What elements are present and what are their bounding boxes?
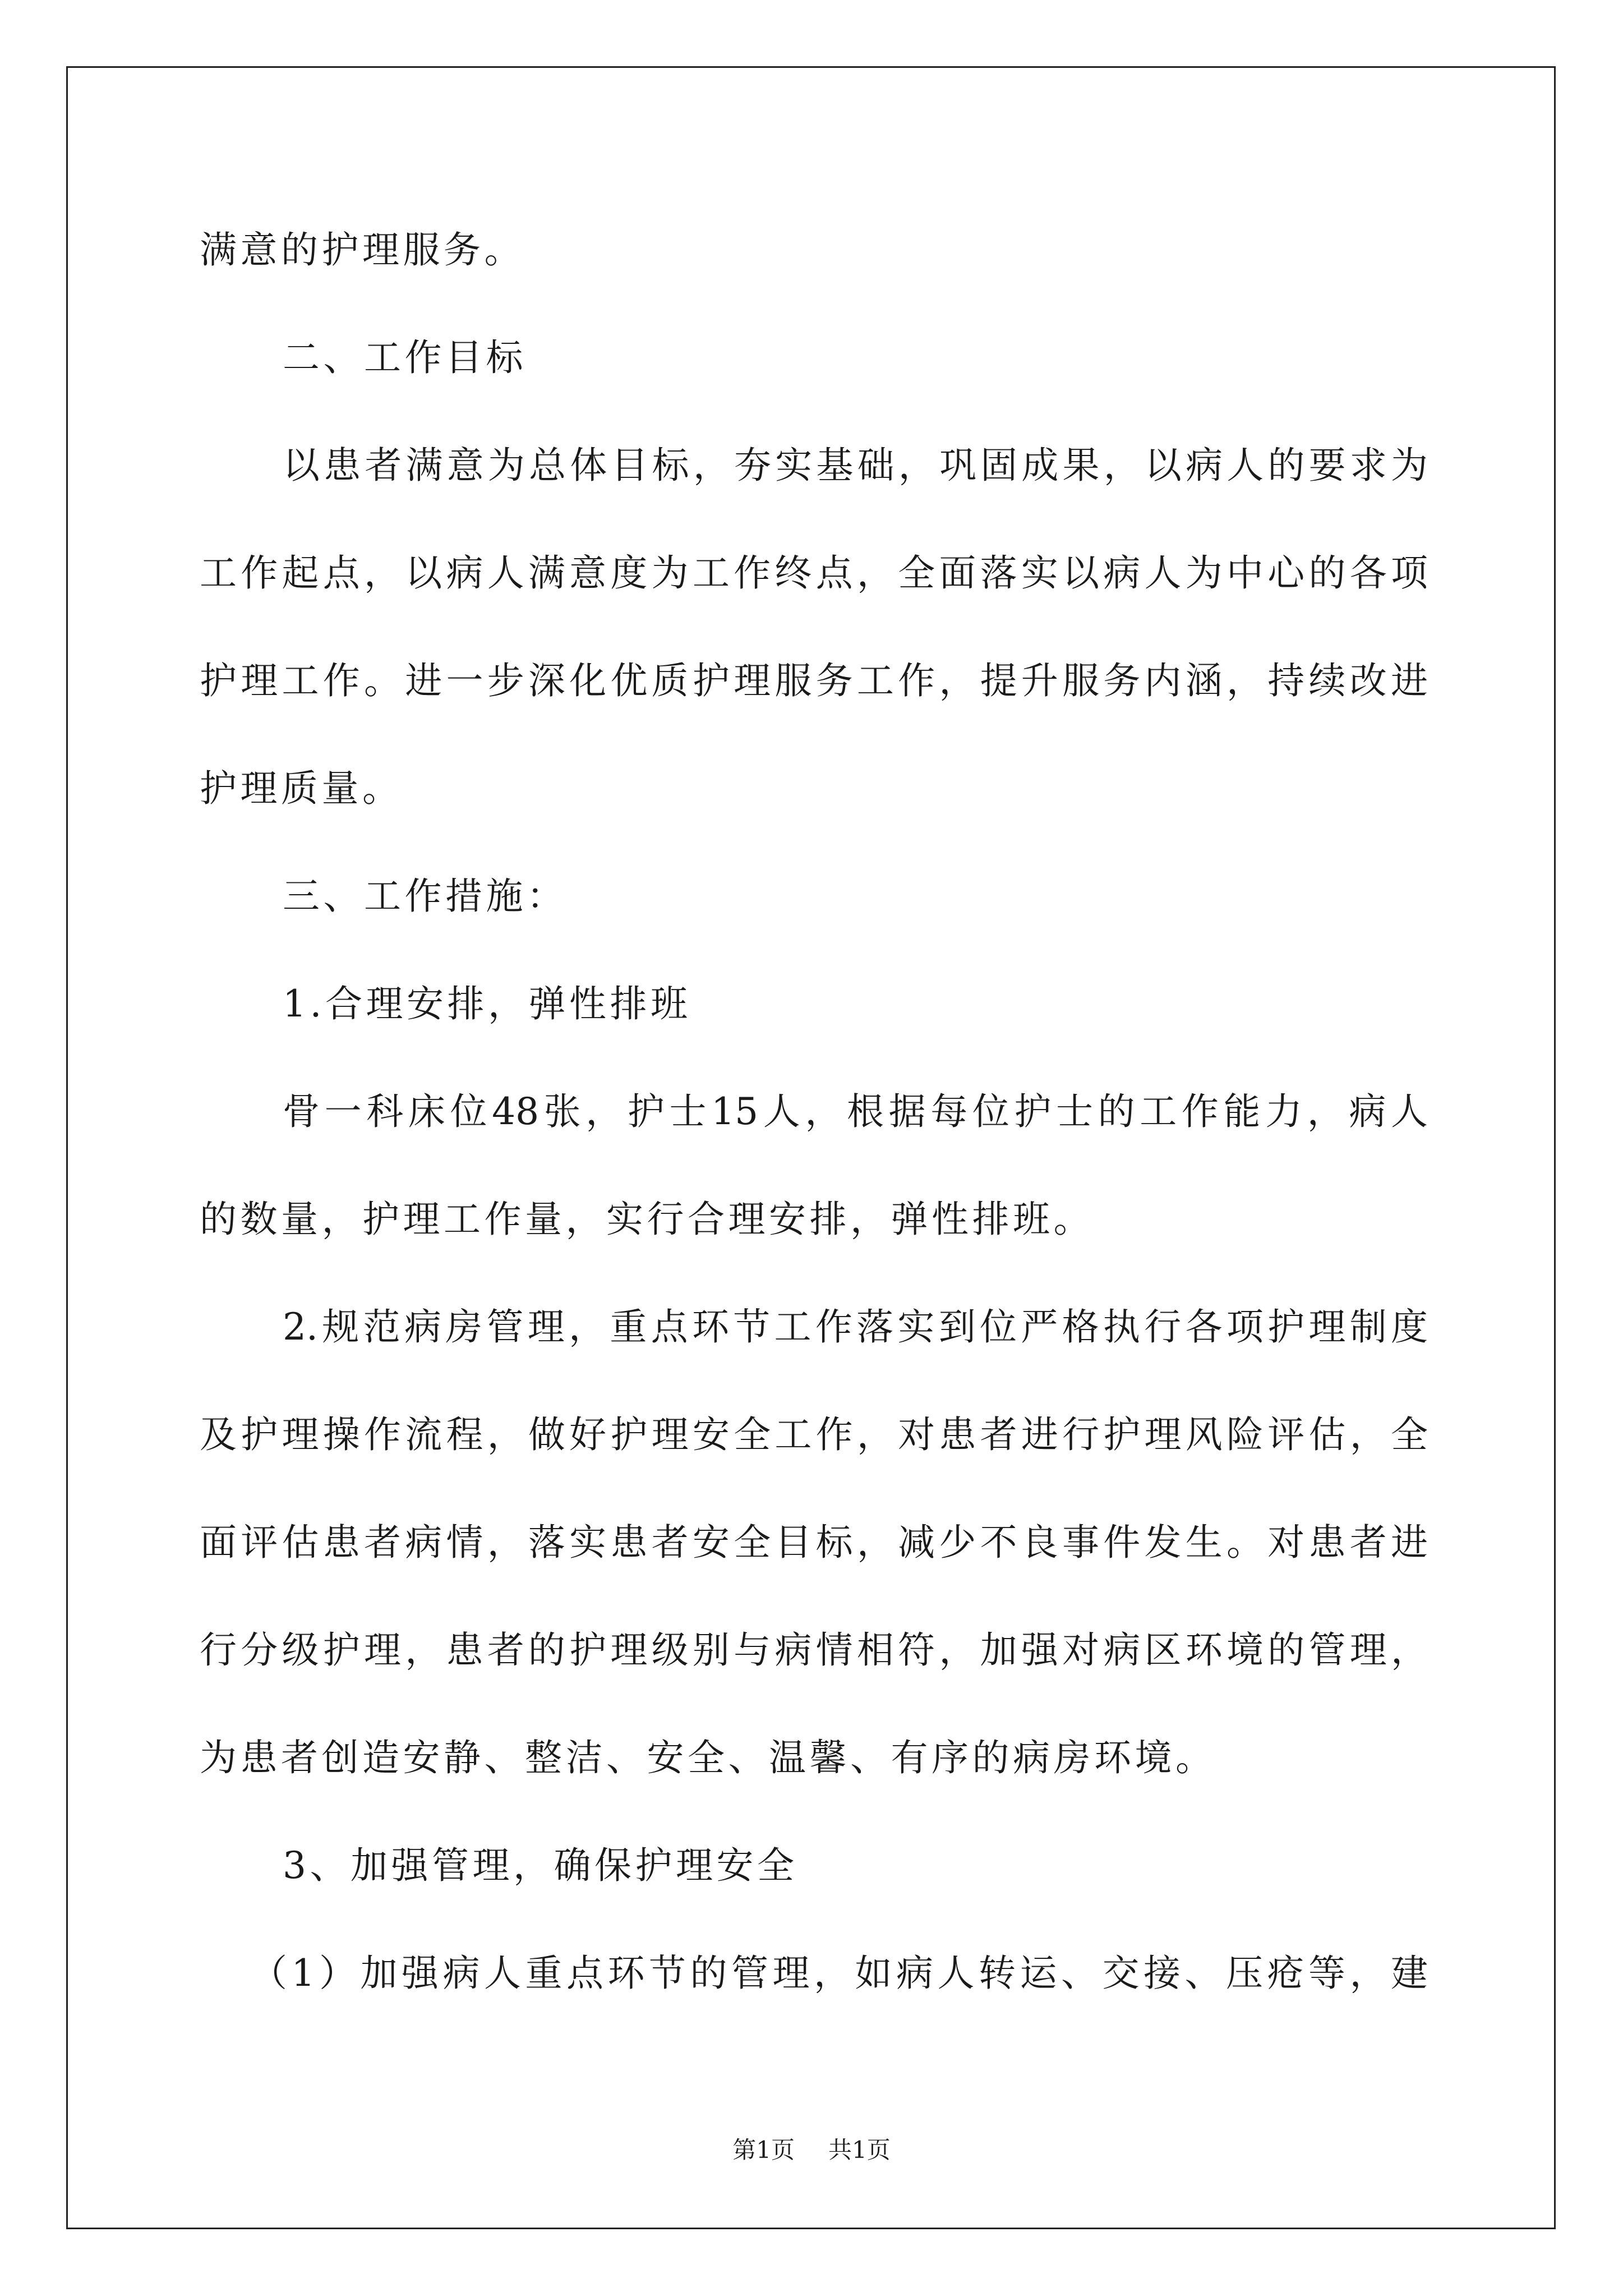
- text-line: 的数量，护理工作量，实行合理安排，弹性排班。: [200, 1198, 1094, 1241]
- text-line: 以患者满意为总体目标，夯实基础，巩固成果，以病人的要求为: [283, 444, 1428, 487]
- text-line: 3、加强管理，确保护理安全: [283, 1844, 798, 1887]
- page-footer: [0, 2132, 1623, 2165]
- text-line: （1）加强病人重点环节的管理，如病人转运、交接、压疮等，建: [250, 1952, 1428, 1995]
- text-line: 工作起点，以病人满意度为工作终点，全面落实以病人为中心的各项: [200, 551, 1428, 595]
- text-line: 满意的护理服务。: [200, 228, 525, 272]
- text-line: 护理质量。: [200, 767, 403, 810]
- text-line: 为患者创造安静、整洁、安全、温馨、有序的病房环境。: [200, 1736, 1216, 1779]
- text-line: 骨一科床位48张，护士15人，根据每位护士的工作能力，病人: [283, 1090, 1428, 1133]
- text-line: 二、工作目标: [283, 336, 527, 379]
- text-line: 1.合理安排，弹性排班: [283, 982, 691, 1025]
- text-line: 2.规范病房管理，重点环节工作落实到位严格执行各项护理制度: [283, 1305, 1428, 1349]
- text-line: 三、工作措施：: [283, 875, 568, 918]
- document-body: [200, 196, 1428, 2027]
- text-line: 及护理操作流程，做好护理安全工作，对患者进行护理风险评估，全: [200, 1413, 1428, 1456]
- page-total: 共1页: [828, 2136, 891, 2164]
- page-number: 第1页: [732, 2136, 795, 2164]
- text-line: 护理工作。进一步深化优质护理服务工作，提升服务内涵，持续改进: [200, 659, 1428, 702]
- text-line: 行分级护理，患者的护理级别与病情相符，加强对病区环境的管理，: [200, 1628, 1428, 1672]
- text-line: 面评估患者病情，落实患者安全目标，减少不良事件发生。对患者进: [200, 1521, 1428, 1564]
